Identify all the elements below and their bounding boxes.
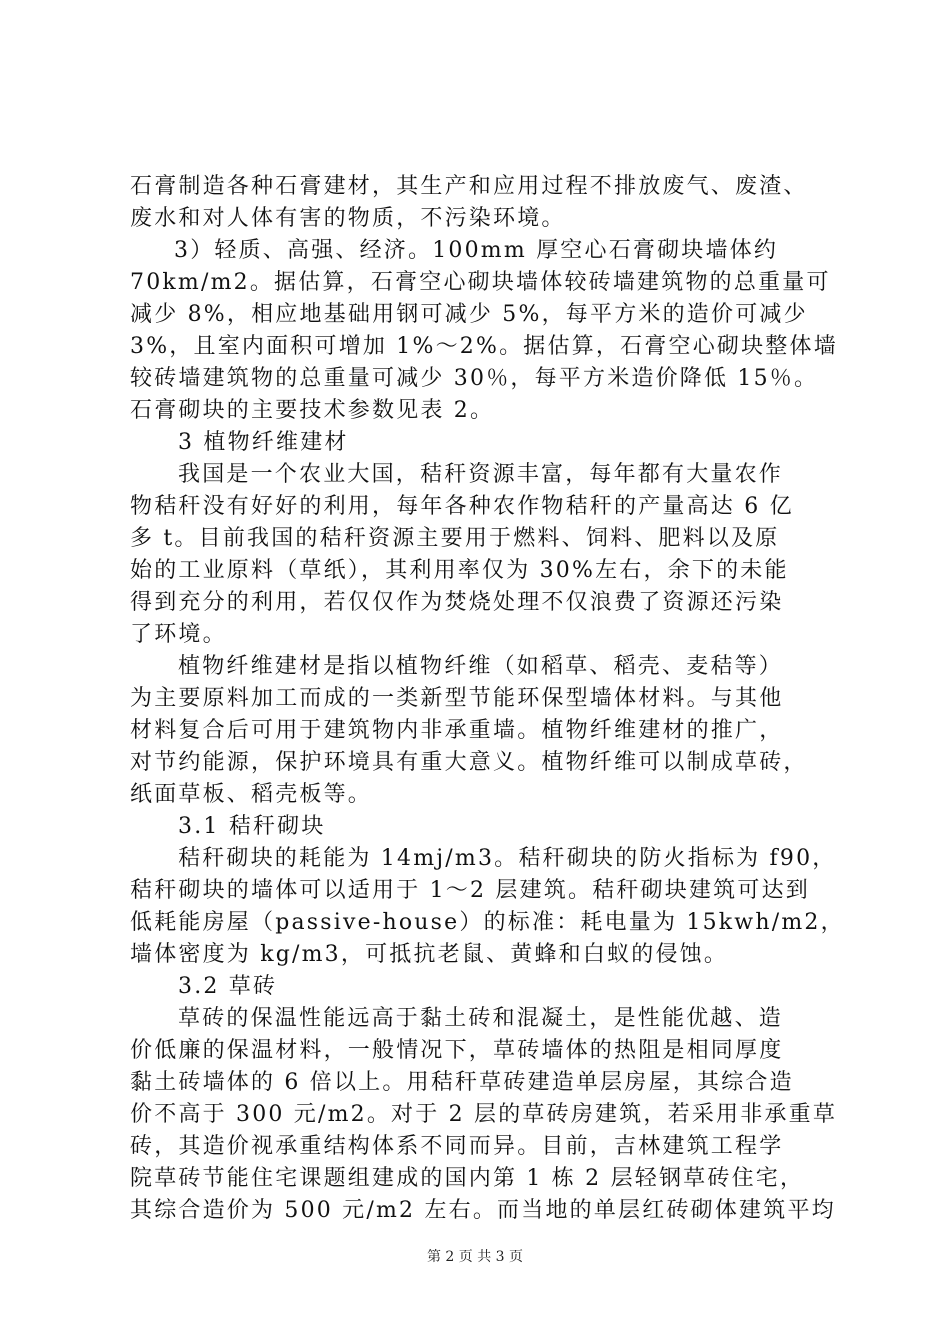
text-line: 物秸秆没有好好的利用，每年各种农作物秸秆的产量高达 6 亿 [130,494,794,519]
text-line: 得到充分的利用，若仅仅作为焚烧处理不仅浪费了资源还污染 [130,590,784,615]
text-line: 3）轻质、高强、经济。100mm 厚空心石膏砌块墙体约 [174,238,779,263]
text-line: 废水和对人体有害的物质，不污染环境。 [130,206,566,231]
text-line: 70km/m2。据估算，石膏空心砌块墙体较砖墙建筑物的总重量可 [130,270,831,295]
text-line: 秸秆砌块的耗能为 14mj/m3。秸秆砌块的防火指标为 f90， [178,846,837,871]
text-line: 价低廉的保温材料，一般情况下，草砖墙体的热阻是相同厚度 [130,1038,784,1063]
document-body [130,171,845,1227]
text-line: 砖，其造价视承重结构体系不同而异。目前，吉林建筑工程学 [130,1134,784,1159]
section-heading: 3 植物纤维建材 [178,430,349,455]
text-line: 石膏砌块的主要技术参数见表 2。 [130,398,495,423]
text-line: 始的工业原料（草纸），其利用率仅为 30%左右，余下的未能 [130,558,789,583]
text-line: 价不高于 300 元/m2。对于 2 层的草砖房建筑，若采用非承重草 [130,1102,838,1127]
text-line: 院草砖节能住宅课题组建成的国内第 1 栋 2 层轻钢草砖住宅， [130,1166,805,1191]
text-line: 材料复合后可用于建筑物内非承重墙。植物纤维建材的推广， [130,718,784,743]
text-line: 石膏制造各种石膏建材，其生产和应用过程不排放废气、废渣、 [130,174,808,199]
text-line: 对节约能源，保护环境具有重大意义。植物纤维可以制成草砖， [130,750,808,775]
text-line: 减少 8%，相应地基础用钢可减少 5%，每平方米的造价可减少 [130,302,808,327]
text-line: 草砖的保温性能远高于黏土砖和混凝土，是性能优越、造 [178,1006,784,1031]
text-line: 我国是一个农业大国，秸秆资源丰富，每年都有大量农作 [178,462,784,487]
page-footer: 第 2 页 共 3 页 [426,1249,524,1265]
section-heading: 3.2 草砖 [178,974,278,999]
text-line: 墙体密度为 kg/m3，可抵抗老鼠、黄蜂和白蚁的侵蚀。 [130,942,729,967]
text-line: 秸秆砌块的墙体可以适用于 1～2 层建筑。秸秆砌块建筑可达到 [130,878,810,903]
text-line: 黏土砖墙体的 6 倍以上。用秸秆草砖建造单层房屋，其综合造 [130,1070,794,1095]
text-line: 植物纤维建材是指以植物纤维（如稻草、稻壳、麦秸等） [178,654,784,679]
text-line: 了环境。 [130,622,227,647]
text-line: 低耗能房屋（passive-house）的标准：耗电量为 15kwh/m2， [130,910,845,935]
text-line: 多 t。目前我国的秸秆资源主要用于燃料、饲料、肥料以及原 [130,526,780,551]
text-line: 较砖墙建筑物的总重量可减少 30％，每平方米造价降低 15％。 [130,366,819,391]
text-line: 为主要原料加工而成的一类新型节能环保型墙体材料。与其他 [130,686,784,711]
text-line: 其综合造价为 500 元/m2 左右。而当地的单层红砖砌体建筑平均 [130,1198,836,1223]
section-heading: 3.1 秸秆砌块 [178,814,326,839]
text-line: 纸面草板、稻壳板等。 [130,782,373,807]
text-line: 3%，且室内面积可增加 1%～2%。据估算，石膏空心砌块整体墙 [130,334,838,359]
